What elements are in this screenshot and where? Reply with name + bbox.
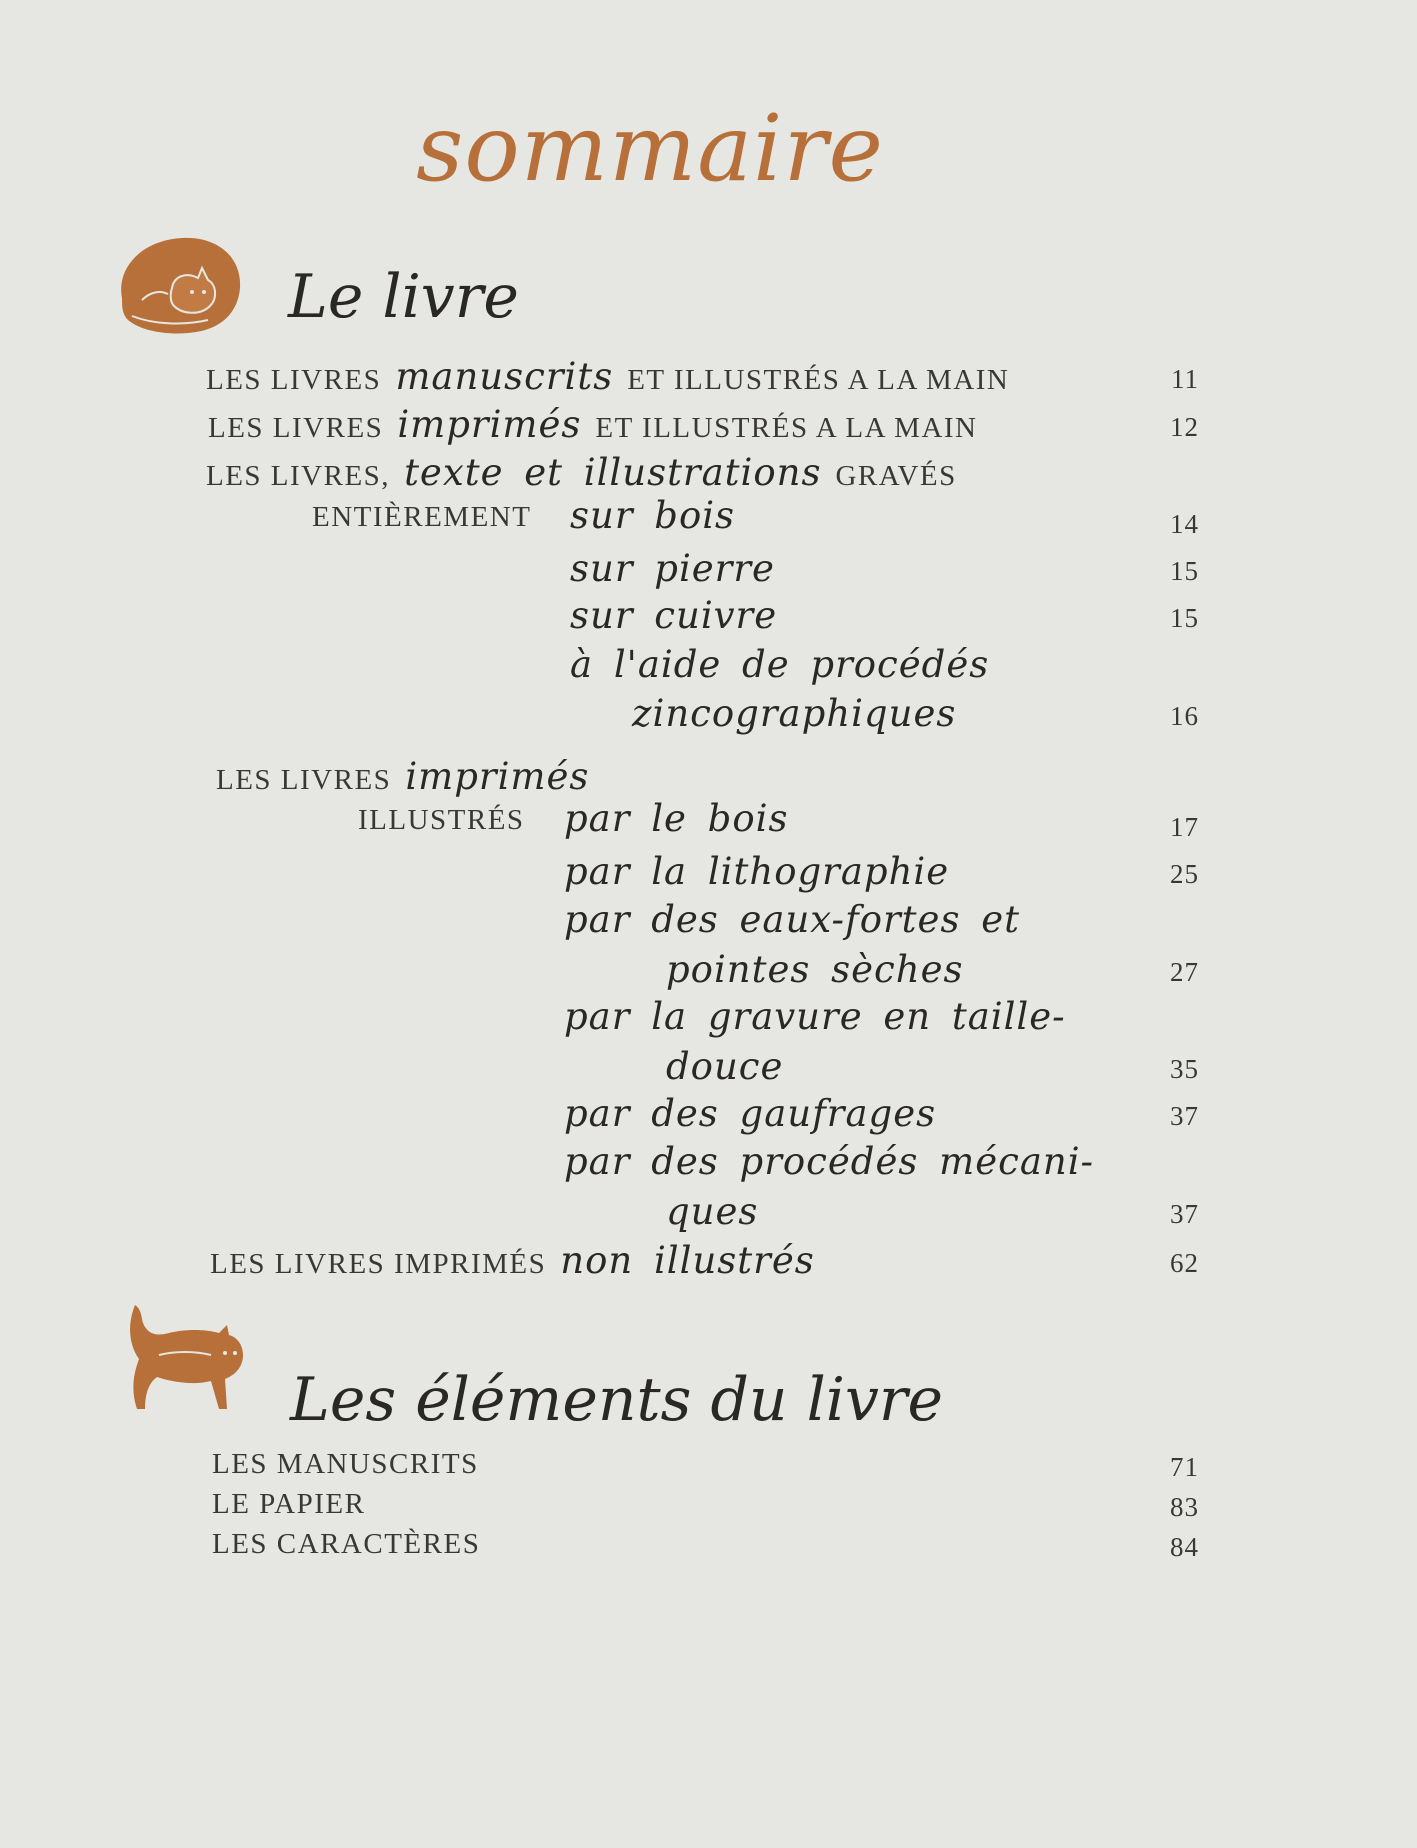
toc-entry-caps: LES LIVRES (216, 764, 392, 796)
toc-entry (206, 355, 1010, 398)
toc-entry-italic: par la gravure en taille- (564, 995, 1066, 1038)
toc-entry-caps: LES LIVRES (206, 364, 382, 396)
toc-entry (570, 547, 775, 590)
toc-entry (666, 1190, 759, 1233)
page-number: 16 (1170, 701, 1199, 731)
toc-entry (570, 643, 990, 686)
toc-entry-italic: manuscrits (395, 355, 614, 398)
page-number: 12 (1170, 412, 1199, 442)
page-number: 17 (1170, 812, 1199, 842)
toc-entry: LE PAPIER (212, 1488, 366, 1520)
page-number: 71 (1170, 1452, 1199, 1482)
toc-entry (632, 692, 957, 735)
toc-entry (358, 797, 789, 840)
toc-entry (570, 594, 778, 637)
toc-entry (216, 755, 590, 798)
toc-entry (206, 451, 957, 494)
toc-entry (210, 1239, 815, 1282)
toc-entry-caps: LES LIVRES, (206, 460, 391, 492)
page-number: 83 (1170, 1492, 1199, 1522)
toc-entry (312, 494, 736, 537)
toc-entry-caps: ET ILLUSTRÉS A LA MAIN (595, 412, 978, 444)
toc-entry (564, 1140, 1095, 1183)
toc-entry (208, 403, 978, 446)
page-number: 11 (1171, 364, 1199, 394)
toc-entry-italic: par le bois (564, 797, 789, 840)
toc-entry-caps: LES LIVRES (208, 412, 384, 444)
page-title: sommaire (416, 95, 884, 202)
toc-entry (564, 1092, 937, 1135)
toc-entry-italic: imprimés (397, 403, 582, 446)
toc-entry-italic: sur pierre (570, 547, 775, 590)
toc-entry-italic: non illustrés (560, 1239, 815, 1282)
toc-entry-italic: sur cuivre (570, 594, 778, 637)
page-number: 15 (1170, 556, 1199, 586)
page-number: 35 (1170, 1054, 1199, 1084)
toc-entry (564, 850, 950, 893)
toc-entry-italic: ques (666, 1190, 759, 1233)
sleeping-cat-icon (112, 228, 248, 340)
toc-entry-italic: texte et illustrations (404, 451, 822, 494)
toc-entry (666, 948, 964, 991)
toc-entry-italic: par des eaux-fortes et (564, 898, 1020, 941)
toc-entry-caps: ILLUSTRÉS (358, 804, 525, 836)
page-number: 84 (1170, 1532, 1199, 1562)
toc-entry-italic: à l'aide de procédés (570, 643, 990, 686)
toc-entry-italic: pointes sèches (666, 948, 964, 991)
toc-entry-italic: zincographiques (632, 692, 957, 735)
toc-entry-caps: ENTIÈREMENT (312, 501, 532, 533)
toc-entry (564, 995, 1066, 1038)
toc-entry (666, 1045, 784, 1088)
toc-entry: LES MANUSCRITS (212, 1448, 479, 1480)
toc-entry (564, 898, 1020, 941)
section-heading-les-elements-du-livre: Les éléments du livre (290, 1365, 944, 1435)
toc-entry-caps: LES LIVRES IMPRIMÉS (210, 1248, 547, 1280)
toc-entry-italic: par des procédés mécani- (564, 1140, 1095, 1183)
page-number: 25 (1170, 859, 1199, 889)
page-number: 37 (1170, 1101, 1199, 1131)
toc-entry: LES CARACTÈRES (212, 1528, 481, 1560)
toc-entry-italic: douce (666, 1045, 784, 1088)
section-heading-le-livre: Le livre (288, 262, 519, 332)
toc-entry-caps: ET ILLUSTRÉS A LA MAIN (627, 364, 1010, 396)
page-number: 62 (1170, 1248, 1199, 1278)
walking-cat-icon (115, 1295, 250, 1420)
toc-entry-italic: par la lithographie (564, 850, 950, 893)
toc-entry-italic: sur bois (570, 494, 736, 537)
toc-entry-caps: GRAVÉS (835, 460, 957, 492)
page-number: 14 (1170, 509, 1199, 539)
toc-entry-italic: par des gaufrages (564, 1092, 937, 1135)
page-number: 15 (1170, 603, 1199, 633)
page-number: 37 (1170, 1199, 1199, 1229)
toc-entry-italic: imprimés (405, 755, 590, 798)
page-number: 27 (1170, 957, 1199, 987)
